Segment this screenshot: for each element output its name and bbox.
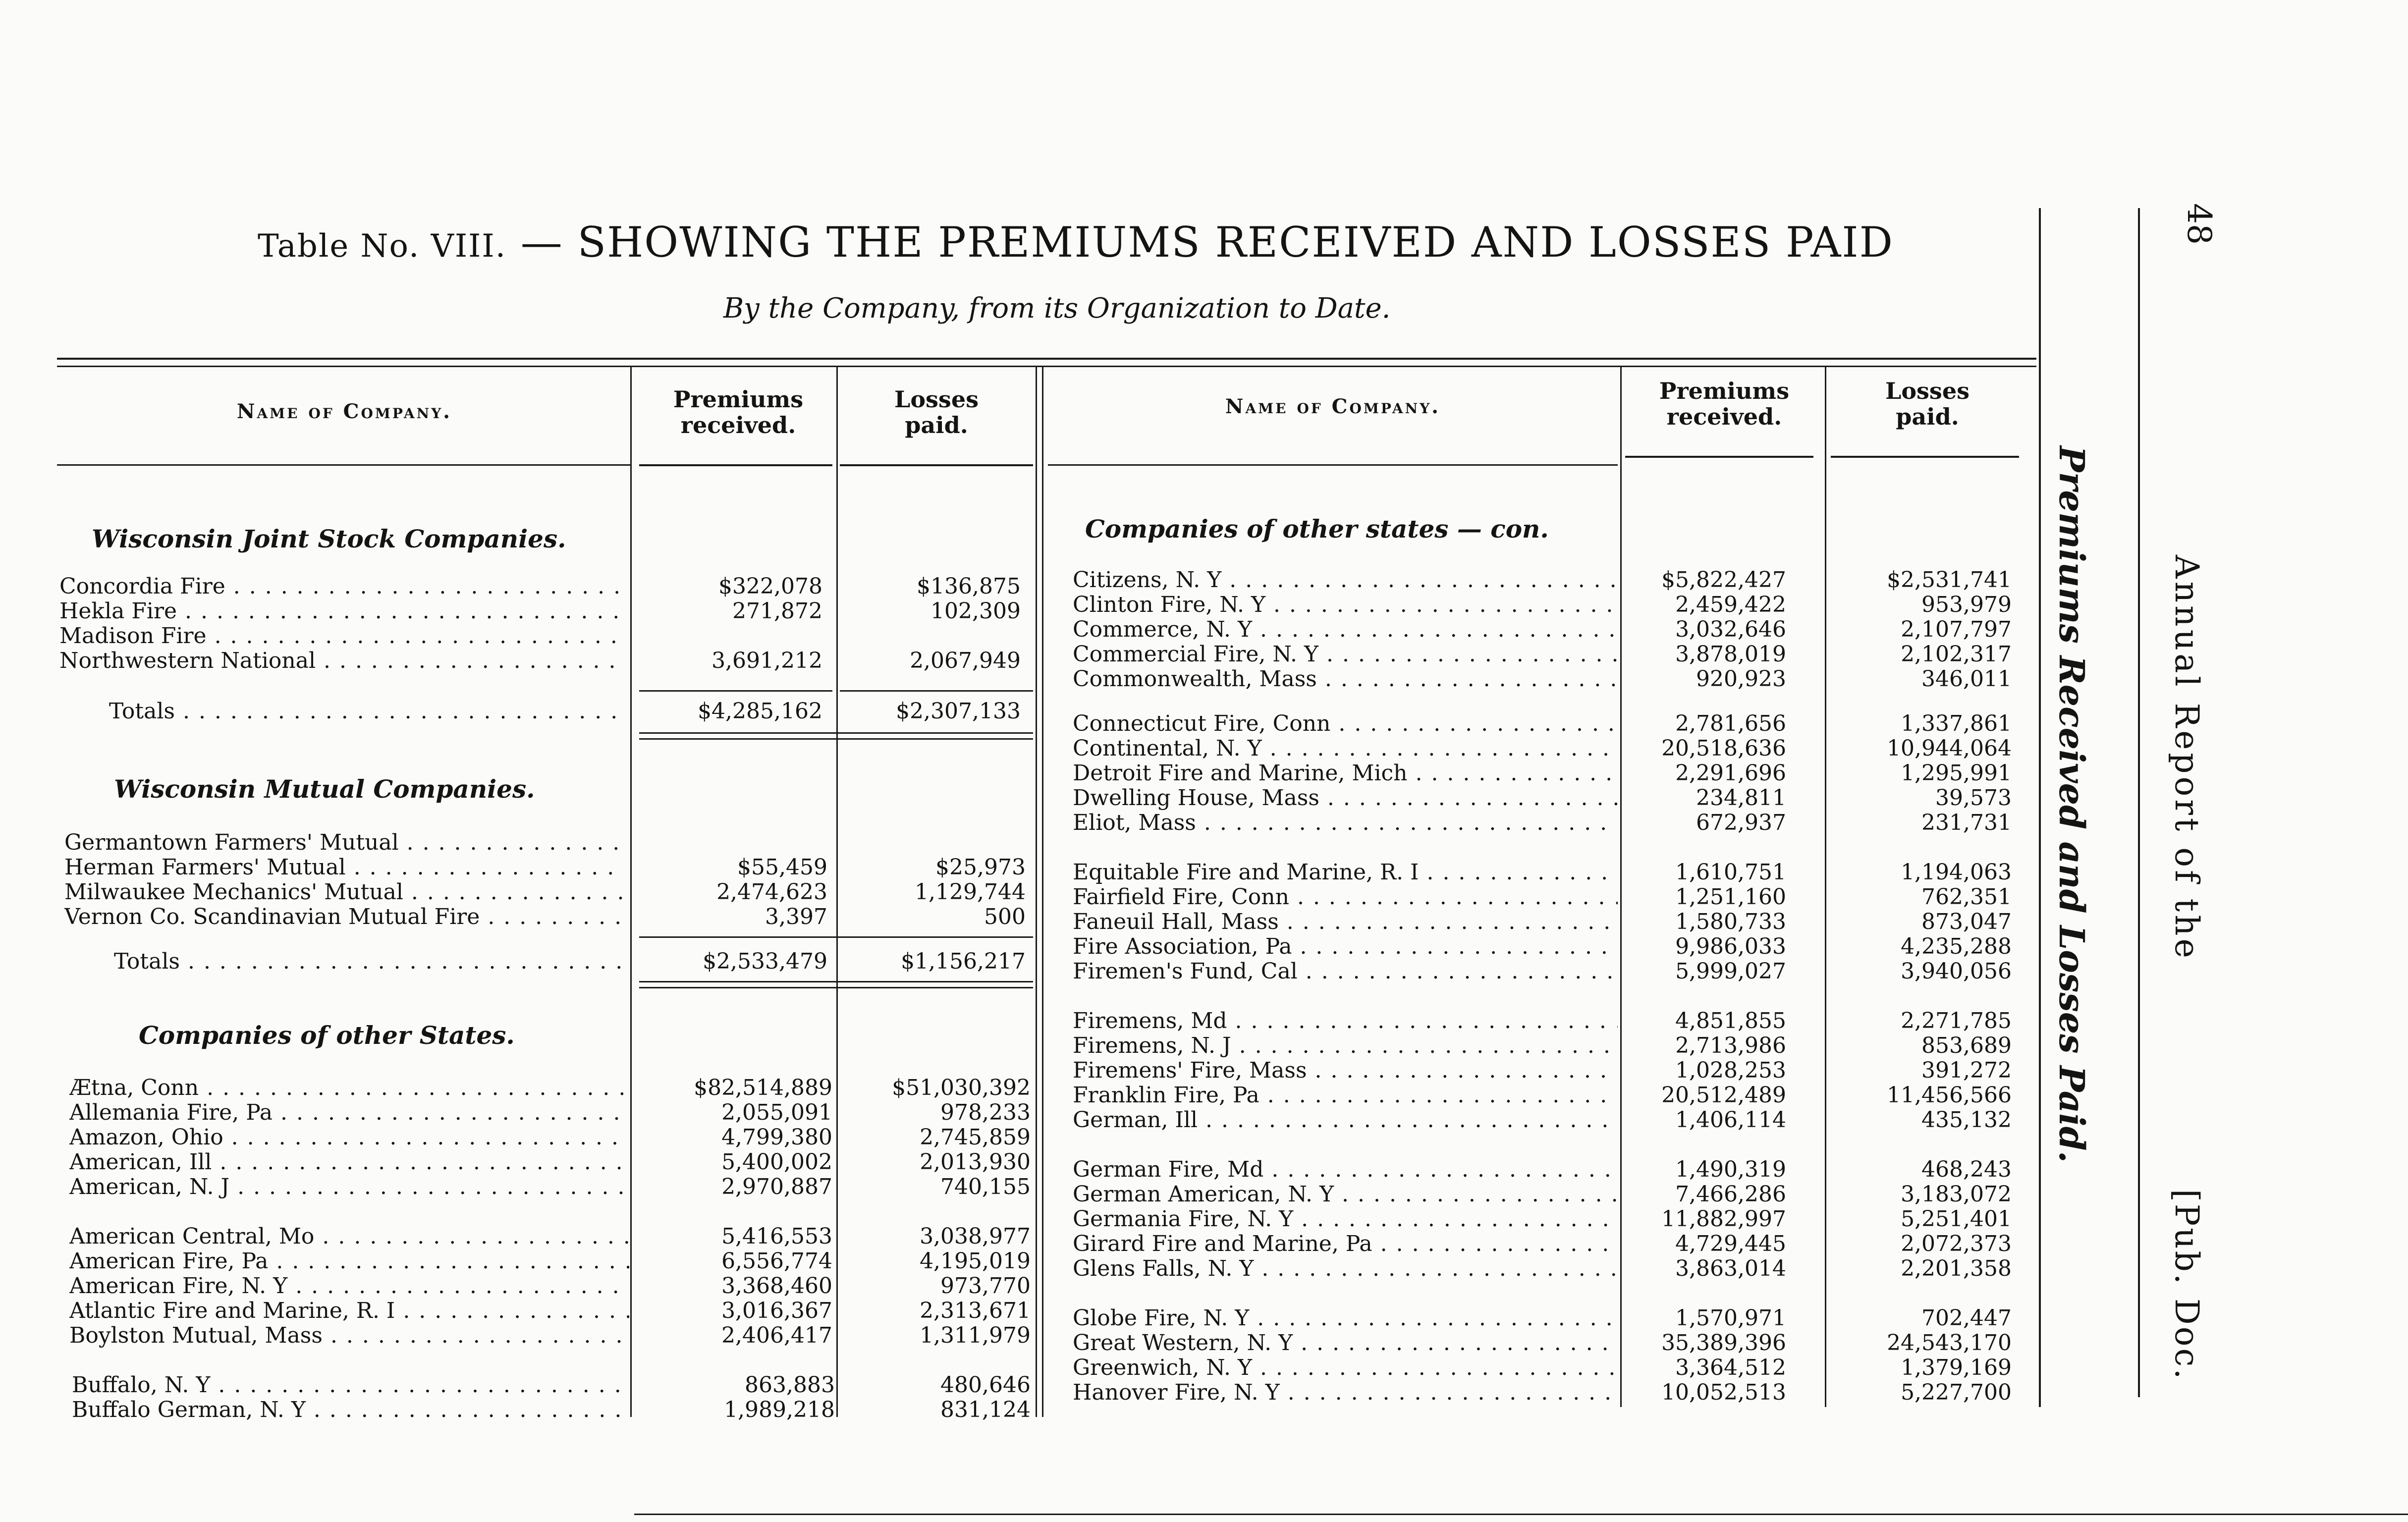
company-name: German, Ill . . . bbox=[1073, 1107, 1618, 1133]
company-name: American Fire, N. Y . . . bbox=[69, 1273, 629, 1299]
running-title: Premiums Received and Losses Paid. bbox=[2051, 446, 2092, 1163]
table-row bbox=[64, 879, 1031, 905]
table-row bbox=[64, 830, 1031, 856]
table-row bbox=[59, 574, 1031, 599]
losses-value: 831,124 bbox=[940, 1397, 1031, 1422]
company-name: Herman Farmers' Mutual . . . bbox=[64, 855, 624, 880]
premiums-value: 2,459,422 bbox=[1675, 592, 1786, 617]
table-row bbox=[1073, 909, 2022, 935]
company-name: Hekla Fire . . . bbox=[59, 598, 624, 624]
header-rule-right-prem bbox=[1625, 456, 1813, 458]
table-row bbox=[1073, 1083, 2022, 1108]
premiums-value: 2,713,986 bbox=[1675, 1033, 1786, 1058]
premiums-value: $55,459 bbox=[737, 855, 827, 880]
totals-row bbox=[64, 949, 1031, 975]
company-name: Concordia Fire . . . bbox=[59, 574, 624, 599]
company-name: Commercial Fire, N. Y . . . bbox=[1073, 642, 1618, 667]
premiums-value: 271,872 bbox=[732, 598, 822, 624]
col-rule-3 bbox=[1036, 367, 1037, 1417]
company-name: Hanover Fire, N. Y . . . bbox=[1073, 1380, 1618, 1406]
losses-value: 231,731 bbox=[1921, 810, 2012, 835]
totals-rule-1-top bbox=[639, 690, 832, 692]
company-name: Madison Fire . . . bbox=[59, 623, 624, 649]
losses-value: 5,227,700 bbox=[1901, 1380, 2012, 1405]
premiums-value: 2,291,696 bbox=[1675, 761, 1786, 786]
losses-value: 2,313,671 bbox=[920, 1298, 1031, 1323]
table-row bbox=[69, 1149, 1031, 1175]
losses-value: 391,272 bbox=[1921, 1058, 2012, 1083]
table-row bbox=[69, 1323, 1031, 1349]
losses-value: 1,337,861 bbox=[1901, 711, 2012, 736]
totals-row bbox=[59, 699, 1031, 724]
losses-value: 2,067,949 bbox=[910, 648, 1021, 673]
table-row bbox=[1073, 1305, 2022, 1331]
table-row bbox=[72, 1372, 1031, 1398]
premiums-value: 1,989,218 bbox=[724, 1397, 835, 1422]
premiums-value: 2,970,887 bbox=[721, 1174, 832, 1199]
margin-rule bbox=[2138, 208, 2140, 1397]
company-name: Atlantic Fire and Marine, R. I . . . bbox=[69, 1298, 629, 1324]
table-row bbox=[1073, 617, 2022, 643]
header-rule-left-prem bbox=[639, 464, 832, 466]
premiums-value: 5,416,553 bbox=[721, 1224, 832, 1249]
premiums-value: 11,882,997 bbox=[1661, 1206, 1786, 1232]
table-row bbox=[69, 1224, 1031, 1250]
losses-value: 3,183,072 bbox=[1901, 1182, 2012, 1207]
losses-value: 978,233 bbox=[940, 1100, 1031, 1125]
header-rule-left-loss bbox=[840, 464, 1033, 466]
premiums-value: 3,032,646 bbox=[1675, 617, 1786, 642]
premiums-value: 20,512,489 bbox=[1661, 1083, 1786, 1108]
table-row bbox=[1073, 1182, 2022, 1207]
table-row bbox=[59, 648, 1031, 674]
company-name: Germania Fire, N. Y . . . bbox=[1073, 1206, 1618, 1232]
section-heading-other-states-continued: Companies of other states — con. bbox=[1085, 514, 1549, 544]
report-title: Annual Report of the bbox=[2168, 555, 2206, 961]
company-name: Germantown Farmers' Mutual . . . bbox=[64, 830, 624, 856]
pub-doc-label: [Pub. Doc. bbox=[2168, 1189, 2206, 1381]
losses-value: 953,979 bbox=[1921, 592, 2012, 617]
company-name: Equitable Fire and Marine, R. I . . . bbox=[1073, 860, 1618, 885]
premiums-value: 3,016,367 bbox=[721, 1298, 832, 1323]
top-rule-1 bbox=[57, 358, 2036, 360]
premiums-value: 7,466,286 bbox=[1675, 1182, 1786, 1207]
losses-value: $136,875 bbox=[917, 574, 1021, 599]
table-row bbox=[1073, 666, 2022, 692]
table-title bbox=[258, 218, 1942, 267]
company-name: Commonwealth, Mass . . . bbox=[1073, 666, 1618, 692]
header-rule-left-name bbox=[57, 464, 632, 466]
table-row bbox=[64, 855, 1031, 880]
company-name: Buffalo German, N. Y . . . bbox=[72, 1397, 629, 1423]
losses-value: $2,531,741 bbox=[1887, 567, 2012, 593]
table-row bbox=[1073, 1256, 2022, 1282]
losses-value: 500 bbox=[984, 904, 1026, 929]
company-name: Milwaukee Mechanics' Mutual . . . bbox=[64, 879, 624, 905]
company-name: American, N. J . . . bbox=[69, 1174, 629, 1200]
company-name: Firemens, Md . . . bbox=[1073, 1008, 1618, 1034]
premiums-value: 35,389,396 bbox=[1661, 1330, 1786, 1356]
header-losses-left: Losses paid. bbox=[894, 386, 979, 438]
premiums-value: 6,556,774 bbox=[721, 1249, 832, 1274]
premiums-value: 10,052,513 bbox=[1661, 1380, 1786, 1405]
premiums-value: 920,923 bbox=[1696, 666, 1786, 692]
premiums-value: 1,490,319 bbox=[1675, 1157, 1786, 1182]
table-row bbox=[1073, 1380, 2022, 1406]
section-heading-wisconsin-mutual: Wisconsin Mutual Companies. bbox=[114, 774, 535, 804]
premiums-value: $82,514,889 bbox=[694, 1075, 832, 1100]
table-row bbox=[72, 1397, 1031, 1423]
losses-value: 480,646 bbox=[940, 1372, 1031, 1398]
table-row bbox=[1073, 642, 2022, 667]
losses-value: 102,309 bbox=[930, 598, 1021, 624]
table-row bbox=[1073, 785, 2022, 811]
premiums-total: $4,285,162 bbox=[698, 699, 822, 724]
company-name: Faneuil Hall, Mass . . . bbox=[1073, 909, 1618, 935]
table-row bbox=[1073, 860, 2022, 885]
company-name: Clinton Fire, N. Y . . . bbox=[1073, 592, 1618, 618]
table-row bbox=[69, 1249, 1031, 1274]
totals-rule-2-top bbox=[639, 936, 1033, 938]
losses-value: 1,311,979 bbox=[920, 1323, 1031, 1348]
losses-value: 2,201,358 bbox=[1901, 1256, 2012, 1281]
table-row bbox=[1073, 1008, 2022, 1034]
losses-value: 873,047 bbox=[1921, 909, 2012, 934]
table-row bbox=[1073, 1355, 2022, 1381]
premiums-value: 4,799,380 bbox=[721, 1125, 832, 1150]
premiums-value: 1,570,971 bbox=[1675, 1305, 1786, 1331]
table-row bbox=[1073, 736, 2022, 761]
table-row bbox=[1073, 1157, 2022, 1183]
table-row bbox=[1073, 959, 2022, 984]
premiums-value: 1,251,160 bbox=[1675, 884, 1786, 910]
company-name: Connecticut Fire, Conn . . . bbox=[1073, 711, 1618, 737]
premiums-value: 4,729,445 bbox=[1675, 1231, 1786, 1256]
losses-value: 1,129,744 bbox=[915, 879, 1026, 905]
totals-rule-2-bottom bbox=[639, 981, 1033, 982]
table-row bbox=[1073, 1107, 2022, 1133]
losses-value: 702,447 bbox=[1921, 1305, 2012, 1331]
table-row bbox=[1073, 884, 2022, 910]
table-row bbox=[1073, 592, 2022, 618]
company-name: Buffalo, N. Y . . . bbox=[72, 1372, 629, 1398]
premiums-value: 9,986,033 bbox=[1675, 934, 1786, 959]
col-rule-7 bbox=[2039, 208, 2041, 1407]
company-name: Citizens, N. Y . . . bbox=[1073, 567, 1618, 593]
totals-rule-1-top-b bbox=[840, 690, 1033, 692]
company-name: Allemania Fire, Pa . . . bbox=[69, 1100, 629, 1126]
company-name: Eliot, Mass . . . bbox=[1073, 810, 1618, 836]
losses-value: 468,243 bbox=[1921, 1157, 2012, 1182]
company-name: Commerce, N. Y . . . bbox=[1073, 617, 1618, 643]
company-name: Girard Fire and Marine, Pa . . . bbox=[1073, 1231, 1618, 1257]
premiums-value: 3,364,512 bbox=[1675, 1355, 1786, 1380]
losses-value: 1,194,063 bbox=[1901, 860, 2012, 885]
company-name: German American, N. Y . . . bbox=[1073, 1182, 1618, 1207]
losses-value: 3,038,977 bbox=[920, 1224, 1031, 1249]
totals-label: Totals . . . bbox=[109, 699, 624, 724]
premiums-value: 3,863,014 bbox=[1675, 1256, 1786, 1281]
table-subtitle: By the Company, from its Organization to Date. bbox=[723, 292, 1391, 325]
table-row bbox=[1073, 567, 2022, 593]
losses-value: 2,107,797 bbox=[1901, 617, 2012, 642]
company-name: American Fire, Pa . . . bbox=[69, 1249, 629, 1274]
table-row bbox=[1073, 1058, 2022, 1084]
losses-value: 24,543,170 bbox=[1887, 1330, 2012, 1356]
table-row bbox=[1073, 711, 2022, 737]
premiums-value: 3,368,460 bbox=[721, 1273, 832, 1299]
premiums-value: 20,518,636 bbox=[1661, 736, 1786, 761]
totals-rule-1-bottom-2 bbox=[639, 738, 1033, 740]
premiums-value: 3,878,019 bbox=[1675, 642, 1786, 667]
losses-value: 853,689 bbox=[1921, 1033, 2012, 1058]
col-rule-4 bbox=[1042, 367, 1043, 1417]
title-dash: — bbox=[520, 218, 563, 267]
company-name: American, Ill . . . bbox=[69, 1149, 629, 1175]
premiums-value: 2,781,656 bbox=[1675, 711, 1786, 736]
table-row bbox=[1073, 810, 2022, 836]
header-name-right: Name of Company. bbox=[1225, 395, 1441, 418]
losses-total: $1,156,217 bbox=[901, 949, 1026, 974]
title-main: SHOWING THE PREMIUMS RECEIVED AND LOSSES PAID bbox=[577, 218, 1894, 267]
table-row bbox=[1073, 1330, 2022, 1356]
company-name: Ætna, Conn . . . bbox=[69, 1075, 629, 1101]
header-rule-right-name bbox=[1048, 464, 1618, 466]
losses-value: 435,132 bbox=[1921, 1107, 2012, 1133]
table-row bbox=[1073, 1206, 2022, 1232]
company-name: Fire Association, Pa . . . bbox=[1073, 934, 1618, 960]
section-heading-other-states: Companies of other States. bbox=[139, 1021, 515, 1050]
company-name: Amazon, Ohio . . . bbox=[69, 1125, 629, 1150]
header-premiums-right: Premiums received. bbox=[1659, 378, 1790, 430]
premiums-value: $322,078 bbox=[718, 574, 822, 599]
premiums-value: 234,811 bbox=[1696, 785, 1786, 811]
table-row bbox=[69, 1273, 1031, 1299]
premiums-value: $5,822,427 bbox=[1661, 567, 1786, 593]
company-name: Firemens' Fire, Mass . . . bbox=[1073, 1058, 1618, 1084]
losses-value: 2,745,859 bbox=[920, 1125, 1031, 1150]
losses-value: 4,235,288 bbox=[1901, 934, 2012, 959]
losses-value: $25,973 bbox=[935, 855, 1026, 880]
premiums-value: 1,580,733 bbox=[1675, 909, 1786, 934]
company-name: Firemen's Fund, Cal . . . bbox=[1073, 959, 1618, 984]
table-row bbox=[1073, 934, 2022, 960]
losses-value: 1,379,169 bbox=[1901, 1355, 2012, 1380]
premiums-value: 3,397 bbox=[765, 904, 827, 929]
losses-value: $51,030,392 bbox=[892, 1075, 1031, 1100]
losses-total: $2,307,133 bbox=[896, 699, 1021, 724]
losses-value: 5,251,401 bbox=[1901, 1206, 2012, 1232]
losses-value: 2,072,373 bbox=[1901, 1231, 2012, 1256]
section-heading-wisconsin-joint-stock: Wisconsin Joint Stock Companies. bbox=[92, 524, 566, 553]
totals-label: Totals . . . bbox=[114, 949, 624, 975]
table-row bbox=[1073, 1231, 2022, 1257]
table-row bbox=[69, 1174, 1031, 1200]
losses-value: 346,011 bbox=[1921, 666, 2012, 692]
company-name: American Central, Mo . . . bbox=[69, 1224, 629, 1250]
premiums-value: 1,406,114 bbox=[1675, 1107, 1786, 1133]
page-number: 48 bbox=[2180, 203, 2218, 245]
table-row bbox=[69, 1075, 1031, 1101]
premiums-value: 5,400,002 bbox=[721, 1149, 832, 1175]
title-prefix: Table No. VIII. bbox=[258, 228, 507, 265]
table-row bbox=[69, 1125, 1031, 1150]
losses-value: 4,195,019 bbox=[920, 1249, 1031, 1274]
company-name: Continental, N. Y . . . bbox=[1073, 736, 1618, 761]
premiums-total: $2,533,479 bbox=[703, 949, 827, 974]
premiums-value: 3,691,212 bbox=[711, 648, 822, 673]
losses-value: 762,351 bbox=[1921, 884, 2012, 910]
table-row bbox=[59, 623, 1031, 649]
table-row bbox=[69, 1298, 1031, 1324]
losses-value: 740,155 bbox=[940, 1174, 1031, 1199]
bottom-rule bbox=[634, 1514, 2408, 1515]
company-name: Glens Falls, N. Y . . . bbox=[1073, 1256, 1618, 1282]
table-row bbox=[59, 598, 1031, 624]
premiums-value: 2,406,417 bbox=[721, 1323, 832, 1348]
premiums-value: 1,610,751 bbox=[1675, 860, 1786, 885]
premiums-value: 2,055,091 bbox=[721, 1100, 832, 1125]
losses-value: 973,770 bbox=[940, 1273, 1031, 1299]
losses-value: 39,573 bbox=[1935, 785, 2012, 811]
company-name: Franklin Fire, Pa . . . bbox=[1073, 1083, 1618, 1108]
table-row bbox=[1073, 1033, 2022, 1059]
losses-value: 10,944,064 bbox=[1887, 736, 2012, 761]
table-row bbox=[69, 1100, 1031, 1126]
company-name: Firemens, N. J . . . bbox=[1073, 1033, 1618, 1059]
table-row bbox=[1073, 761, 2022, 786]
company-name: Fairfield Fire, Conn . . . bbox=[1073, 884, 1618, 910]
premiums-value: 863,883 bbox=[745, 1372, 835, 1398]
company-name: Boylston Mutual, Mass . . . bbox=[69, 1323, 629, 1349]
company-name: Dwelling House, Mass . . . bbox=[1073, 785, 1618, 811]
totals-rule-1-bottom bbox=[639, 732, 1033, 734]
premiums-value: 5,999,027 bbox=[1675, 959, 1786, 984]
header-losses-right: Losses paid. bbox=[1885, 378, 1970, 430]
header-premiums-left: Premiums received. bbox=[673, 386, 804, 438]
losses-value: 3,940,056 bbox=[1901, 959, 2012, 984]
losses-value: 2,271,785 bbox=[1901, 1008, 2012, 1033]
top-rule-2 bbox=[57, 366, 2036, 367]
header-rule-right-loss bbox=[1831, 456, 2019, 458]
losses-value: 11,456,566 bbox=[1887, 1083, 2012, 1108]
losses-value: 1,295,991 bbox=[1901, 761, 2012, 786]
header-name-left: Name of Company. bbox=[236, 400, 452, 423]
company-name: Great Western, N. Y . . . bbox=[1073, 1330, 1618, 1356]
company-name: Greenwich, N. Y . . . bbox=[1073, 1355, 1618, 1381]
premiums-value: 1,028,253 bbox=[1675, 1058, 1786, 1083]
premiums-value: 672,937 bbox=[1696, 810, 1786, 835]
premiums-value: 2,474,623 bbox=[716, 879, 827, 905]
losses-value: 2,013,930 bbox=[920, 1149, 1031, 1175]
company-name: Detroit Fire and Marine, Mich . . . bbox=[1073, 761, 1618, 786]
company-name: Vernon Co. Scandinavian Mutual Fire . . . bbox=[64, 904, 624, 930]
premiums-value: 4,851,855 bbox=[1675, 1008, 1786, 1033]
totals-rule-2-bottom-2 bbox=[639, 987, 1033, 988]
company-name: Globe Fire, N. Y . . . bbox=[1073, 1305, 1618, 1331]
company-name: German Fire, Md . . . bbox=[1073, 1157, 1618, 1183]
losses-value: 2,102,317 bbox=[1901, 642, 2012, 667]
table-row bbox=[64, 904, 1031, 930]
company-name: Northwestern National . . . bbox=[59, 648, 624, 674]
